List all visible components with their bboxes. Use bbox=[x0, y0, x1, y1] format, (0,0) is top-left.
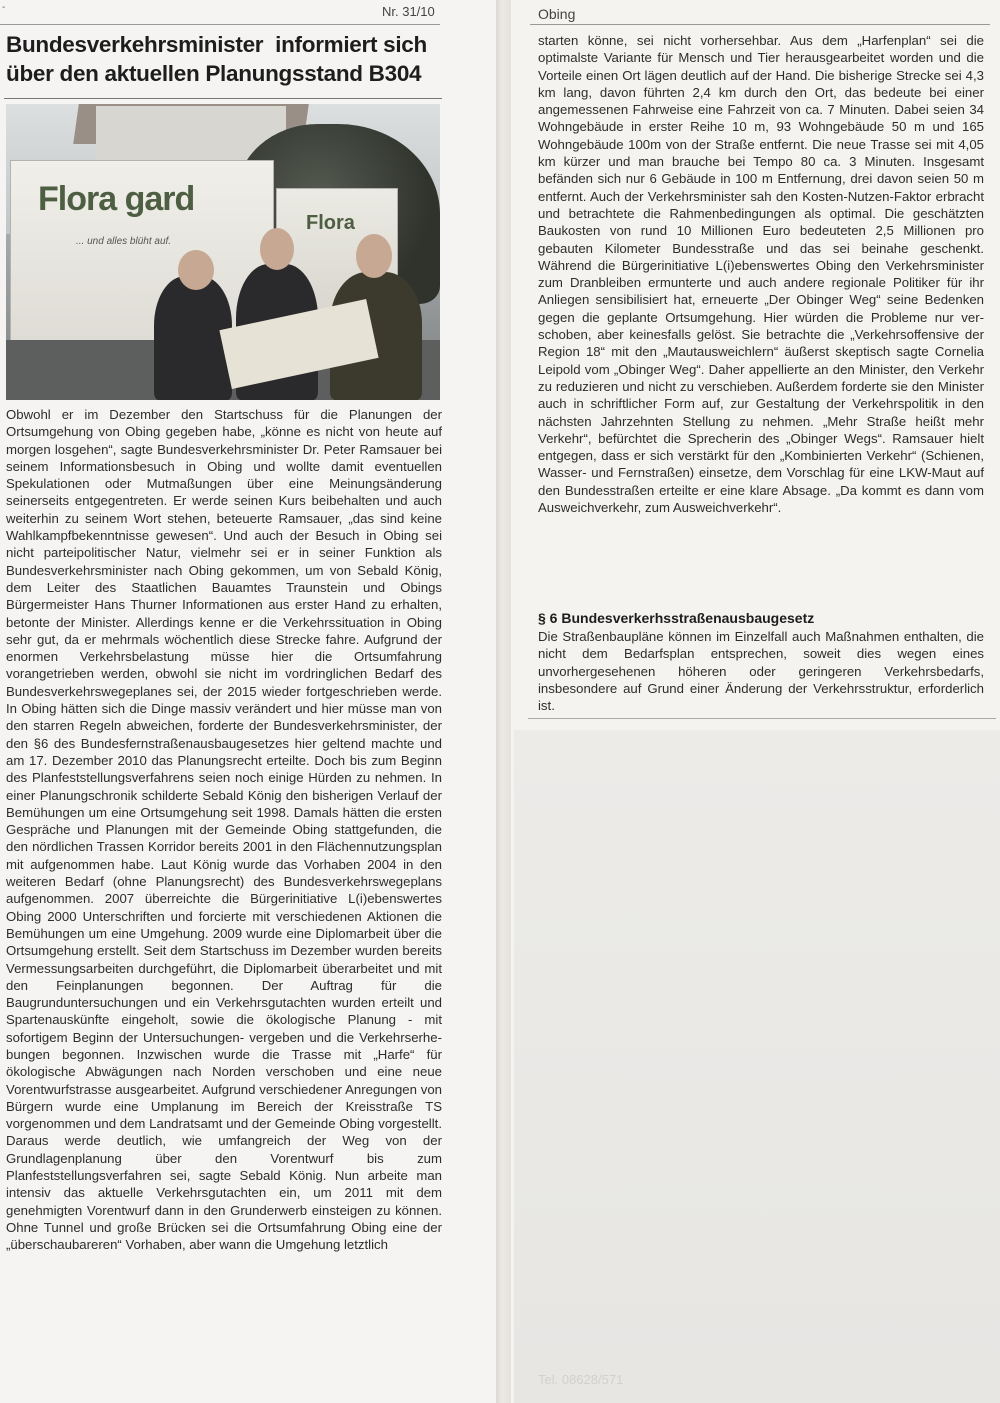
header-rule-left bbox=[0, 24, 440, 25]
page-mark: - bbox=[2, 2, 6, 13]
blank-area bbox=[514, 730, 1000, 1403]
faded-phone-number: Tel. 08628/571 bbox=[538, 1372, 624, 1387]
section-label: Obing bbox=[538, 6, 576, 22]
article-body-left: Obwohl er im Dezember den Startschuss für die Planungen der Ortsumgehung von Obing gegeben habe, „könne es nicht von heute auf morgen losgehen“, sagte Bundesverkehrsminister Dr. Peter Ramsauer bei seinem Informationsbesuch in Obing und wollte damit eventuellen Spekulationen oder Mutmaßungen über eine Meinungsänderung seinerseits entgegentreten. Er werde seinen Kurs beibehalten und auch weiterhin zu seinem Wort stehen, beteuerte Ramsauer, „das sind keine Wahlkampfbekenntnisse gewesen“. Und auch der Besuch in Obing sei nicht parteipolitischer Natur, vielmehr sei er in seiner Funktion als Bundesverkehrsminister nach Obing gekommen, um von Sebald König, dem Leiter des Staatlichen Bauamtes Traunstein und Obings Bürgermeister Hans Thurner Informationen aus erster Hand zu erhalten, betonte der Minister. Allerdings kenne er die Verkehrssituation in Obing sehr gut, da er mehrmals wöchentlich diese Strecke fahre. Aufgrund der enormen Verkehrsbelastung müsse hier die Ortsumfahrung vorangetrieben werden, obwohl sie nicht im vordringlichen Bedarf des Bundesverkehrswegeplanes sei, der 2015 wieder fortgeschrieben werde. In Obing hätten sich die Dinge massiv verändert und hier müsse man von den starren Regeln abweichen, forderte der Bundesverkehrsminister, der den §6 des Bundesfernstraßenausbaugesetzes hier geltend machte und am 17. Dezember 2010 das Planungsrecht erteilte. Doch bis zum Beginn des Planfeststellungsverfahrens seien noch einige Hürden zu nehmen. In einer Planungschronik schilderte Sebald König den bisherigen Verlauf der Bemühungen um eine Ortsumgehung seit 1998. Damals hätten die ersten Gespräche und Planungen mit der Gemeinde Obing stattgefunden, die den nördlichen Trassen Korridor bereits 2001 in den Flächennutzungsplan mit aufgenommen habe. Laut König wurde das Vorhaben 2004 in den weiteren Bedarf (ohne Planungsrecht) des Bundesverkehrswegeplans aufgenommen. 2007 überreichte die Bürgerinitiative L(i)ebenswertes Obing 2000 Unterschriften und forcierte mit verschiedenen Aktionen die Bemühungen um eine Umgehung. 2009 wurde eine Diplomarbeit über die Ortsumgehung erstellt. Seit dem Startschuss im Dezember wurden bereits Vermessungsarbeiten durchgeführt, die Diplomarbeit überarbeitet und mit den Feinplanungen begonnen. Der Auftrag für die Baugrunduntersuchungen und ein Verkehrsgutachten wurden erteilt und Spartenauskünfte eingeholt, sowie die ökologische Planung - mit sofortigem Beginn der Untersuchungen- vergeben und die Verkehrserhebungen begonnen. Inzwischen wurde die Trasse mit „Harfe“ für ökologische Abwägungen nach Norden verschoben und eine neue Vorentwurfstrasse ausgearbeitet. Aufgrund verschiedener Anregungen von Bürgern wurde eine Umplanung im Bereich der Kreisstraße TS vorgenommen und dem Landratsamt und der Gemeinde Obing vorgestellt. Daraus werde deutlich, wie umfangreich der Weg von der Grundlagenplanung über den Vorentwurf bis zum Planfeststellungsverfahren sei, sagte Sebald König. Nun arbeite man intensiv das aktuelle Verkehrsgutachten ein, um 2011 mit dem genehmigten Vorentwurf dann in den Grunderwerb einsteigen zu können. Ohne Tunnel und große Brücken sei die Ortsumfahrung Obing eine der „überschaubareren“ Vorhaben, aber wann die Umgehung letztlich bbox=[6, 407, 442, 1253]
headline bbox=[6, 30, 442, 88]
article-photo bbox=[6, 104, 440, 400]
truck-brand-logo: Flora gard bbox=[38, 180, 195, 218]
photo-head-center bbox=[260, 228, 294, 270]
truck-slogan: ... und alles blüht auf. bbox=[76, 236, 172, 247]
headline-rule bbox=[4, 98, 442, 99]
issue-number: Nr. 31/10 bbox=[382, 4, 435, 19]
headline-line-1: Bundesverkehrsminister informiert sich bbox=[6, 32, 427, 57]
truck-brand-logo-2: Flora bbox=[306, 212, 355, 234]
headline-line-2: über den aktuellen Planungsstand B304 bbox=[6, 61, 422, 86]
photo-head-left bbox=[178, 250, 214, 290]
page-fold bbox=[496, 0, 511, 1403]
photo-head-right bbox=[356, 234, 392, 278]
header-rule-right bbox=[530, 24, 990, 25]
law-box-title: § 6 Bundesverkerhsstraßenausbaugesetz bbox=[538, 610, 815, 626]
law-box-rule bbox=[528, 718, 996, 719]
law-box-text: Die Straßenbaupläne können im Einzelfall auch Maßnahmen enthalten, die nicht dem Bedarfsplan entsprechen, soweit dies wegen eines unvorhergesehenen höheren oder geringeren Verkehrsbedarfs, insbesondere auf Grund einer Änderung der Verkehrsstruktur, erforderlich ist. bbox=[538, 629, 984, 714]
article-body-right: starten könne, sei nicht vorhersehbar. Aus dem „Harfenplan“ sei die optimalste Variante für Mensch und Tier herausgearbeitet worden und die Vorteile einen Ort lägen deutlich auf der Hand. Die bisherige Strecke sei 4,3 km lang, davon führten 2,4 km durch den Ort, das bedeute bei einer angemessenen Fahrweise eine Fahrzeit von ca. 7 Minuten. Dabei seien 34 Wohngebäude in erster Reihe 10 m, 93 Wohngebäude 50 m und 165 Wohngebäude 100m von der Straße entfernt. Die neue Trasse sei mit 4,05 km kürzer und man brauche bei Tempo 80 ca. 3 Minuten. Insgesamt befänden sich nur 6 Gebäude in 100 m Entfernung, drei davon seien 50 m entfernt. Auch der Verkehrsminister sah den Kosten-Nutzen-Faktor erbracht und betrachtete die Rahmenbedingungen als optimal. Die geschätzten Baukosten von rund 10 Millionen Euro bedeuteten 2,5 Millionen pro gebauten Kilometer Bundesstraße und das sei beinahe geschenkt. Während die Bürgerinitiative L(i)ebenswertes Obing den Verkehrsminister zum Dranbleiben ermunterte und auch andere regionale Politiker für ihr Anliegen sensibilisiert hat, erneuerte „Der Obinger Weg“ seine Bedenken gegen die geplante Ortsumgehung. Hier würden die Probleme nur verschoben, aber keinesfalls gelöst. Sie betrachte die „Verkehrsoffensive der Region 18“ mit den „Mautausweichlern“ äußerst skeptisch sagte Cornelia Leipold vom „Obinger Weg“. Daher appellierte an den Minister, den Verkehr zu reduzieren und nicht zu verschieben. Außerdem forderte sie den Minister auch in schriftlicher Form auf, zur Gestaltung der Verkehrspolitik in den nächsten Jahrzehnten Stellung zu nehmen. „Mehr Straße heißt mehr Verkehr“, befürchtet die Sprecherin des „Obinger Wegs“. Ramsauer hielt entgegen, dass er sich verstärkt für den „Kombinierten Verkehr“ (Schienen, Wasser- und Fernstraßen) einsetze, dem Vorschlag für eine LKW-Maut auf den Bundesstraßen erteilte er eine klare Absage. „Da kommt es dann vom Ausweichverkehr, zum Ausweichverkehr“. bbox=[538, 33, 984, 516]
